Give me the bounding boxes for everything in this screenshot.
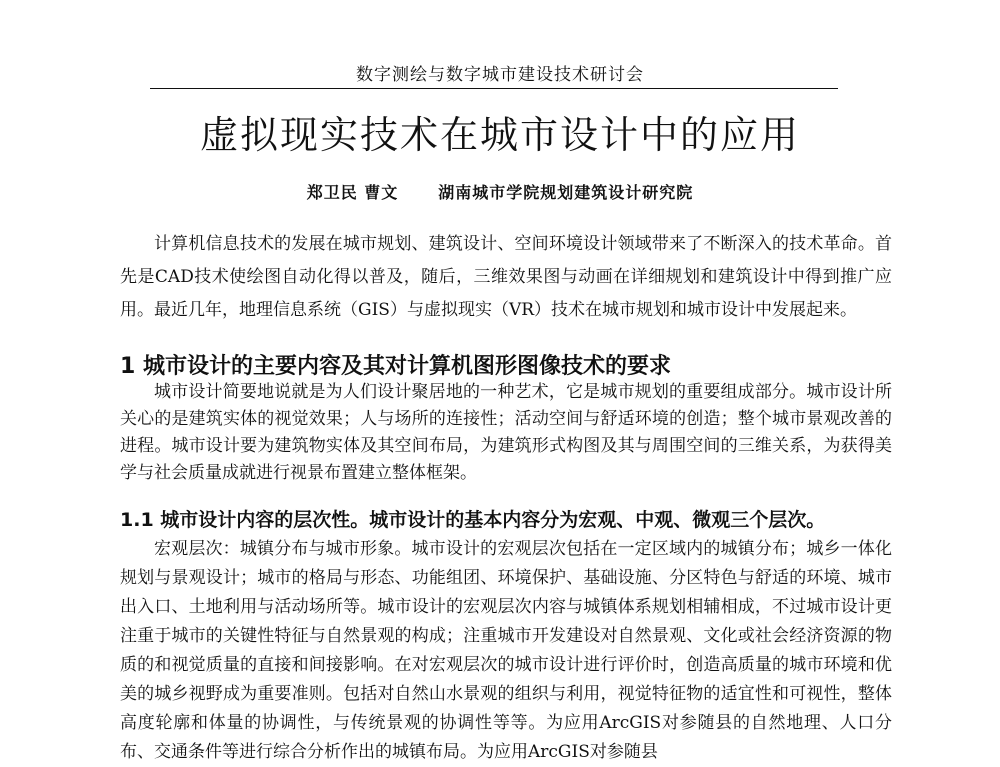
- authors: 郑卫民 曹文: [306, 183, 399, 202]
- section-1-1-heading: 1.1 城市设计内容的层次性。城市设计的基本内容分为宏观、中观、微观三个层次。: [120, 509, 826, 531]
- byline: [0, 180, 1000, 203]
- abstract-paragraph: 计算机信息技术的发展在城市规划、建筑设计、空间环境设计领域带来了不断深入的技术革命。首先是CAD技术使绘图自动化得以普及，随后，三维效果图与动画在详细规划和建筑设计中得到推广应用。最近几年，地理信息系统（GIS）与虚拟现实（VR）技术在城市规划和城市设计中发展起来。: [120, 234, 892, 320]
- running-title: 数字测绘与数字城市建设技术研讨会: [356, 65, 644, 85]
- header-rule: [150, 88, 838, 89]
- article-title: 虚拟现实技术在城市设计中的应用: [199, 113, 800, 157]
- section-1-paragraph: 城市设计简要地说就是为人们设计聚居地的一种艺术，它是城市规划的重要组成部分。城市设计所关心的是建筑实体的视觉效果；人与场所的连接性；活动空间与舒适环境的创造；整个城市景观改善的进程。城市设计要为建筑物实体及其空间布局，为建筑形式构图及其与周围空间的三维关系，为获得美学与社会质量成就进行视景布置建立整体框架。: [120, 382, 892, 483]
- section-1-1-paragraph: 宏观层次：城镇分布与城市形象。城市设计的宏观层次包括在一定区域内的城镇分布；城乡一体化规划与景观设计；城市的格局与形态、功能组团、环境保护、基础设施、分区特色与舒适的环境、城市出入口、土地利用与活动场所等。城市设计的宏观层次内容与城镇体系规划相辅相成，不过城市设计更注重于城市的关键性特征与自然景观的构成；注重城市开发建设对自然景观、文化或社会经济资源的物质的和视觉质量的直接和间接影响。在对宏观层次的城市设计进行评价时，创造高质量的城市环境和优美的城乡视野成为重要准则。包括对自然山水景观的组织与利用，视觉特征物的适宜性和可视性，整体高度轮廓和体量的协调性，与传统景观的协调性等等。为应用ArcGIS对参随县的自然地理、人口分布、交通条件等进行综合分析作出的城镇布局。为应用ArcGIS对参随县: [120, 539, 892, 762]
- section-1-heading: 1 城市设计的主要内容及其对计算机图形图像技术的要求: [120, 354, 671, 379]
- affiliation: 湖南城市学院规划建筑设计研究院: [438, 183, 694, 202]
